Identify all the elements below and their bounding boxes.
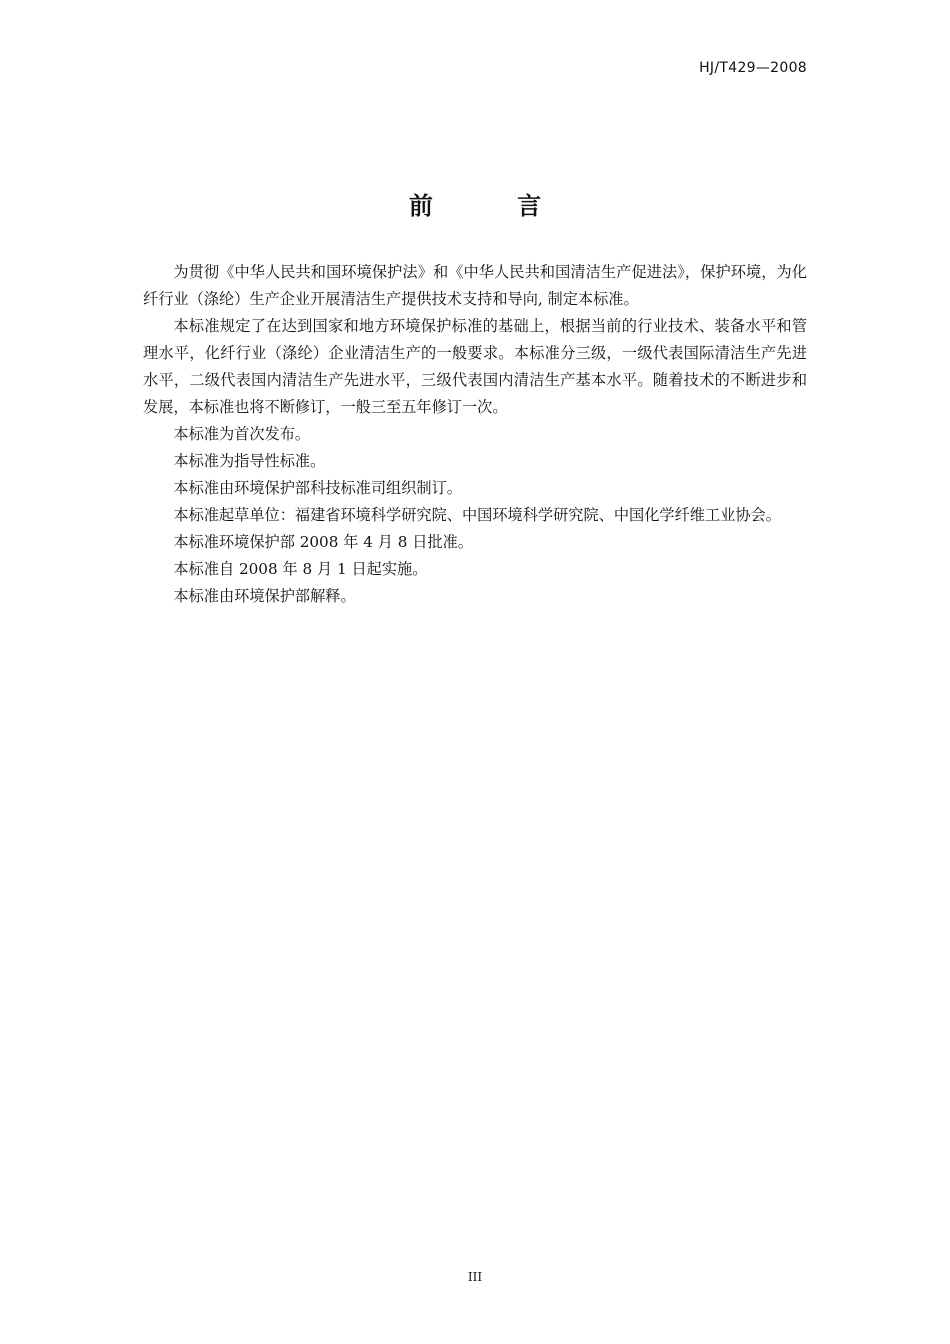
foreword-body — [143, 259, 807, 610]
page-title: 前 言 — [408, 192, 580, 220]
paragraph-effective-date: 本标准自 2008 年 8 月 1 日起实施。 — [173, 560, 428, 578]
paragraph-guidance: 本标准为指导性标准。 — [173, 452, 326, 470]
paragraph-drafters: 本标准起草单位：福建省环境科学研究院、中国环境科学研究院、中国化学纤维工业协会。 — [173, 506, 781, 524]
paragraph-scope: 本标准规定了在达到国家和地方环境保护标准的基础上，根据当前的行业技术、装备水平和管理水平，化纤行业（涤纶）企业清洁生产的一般要求。本标准分三级，一级代表国际清洁生产先进水平，二级代表国内清洁生产先进水平，三级代表国内清洁生产基本水平。随着技术的不断进步和发展，本标准也将不断修订，一般三至五年修订一次。 — [143, 317, 807, 416]
page-number: III — [467, 1270, 483, 1284]
paragraph-organizer: 本标准由环境保护部科技标准司组织制订。 — [173, 479, 462, 497]
paragraph-purpose: 为贯彻《中华人民共和国环境保护法》和《中华人民共和国清洁生产促进法》，保护环境，为化纤行业（涤纶）生产企业开展清洁生产提供技术支持和导向, 制定本标准。 — [143, 263, 807, 308]
paragraph-interpretation: 本标准由环境保护部解释。 — [173, 587, 356, 605]
paragraph-approval: 本标准环境保护部 2008 年 4 月 8 日批准。 — [173, 533, 473, 551]
paragraph-first-release: 本标准为首次发布。 — [173, 425, 311, 443]
standard-code: HJ/T429—2008 — [699, 60, 807, 76]
